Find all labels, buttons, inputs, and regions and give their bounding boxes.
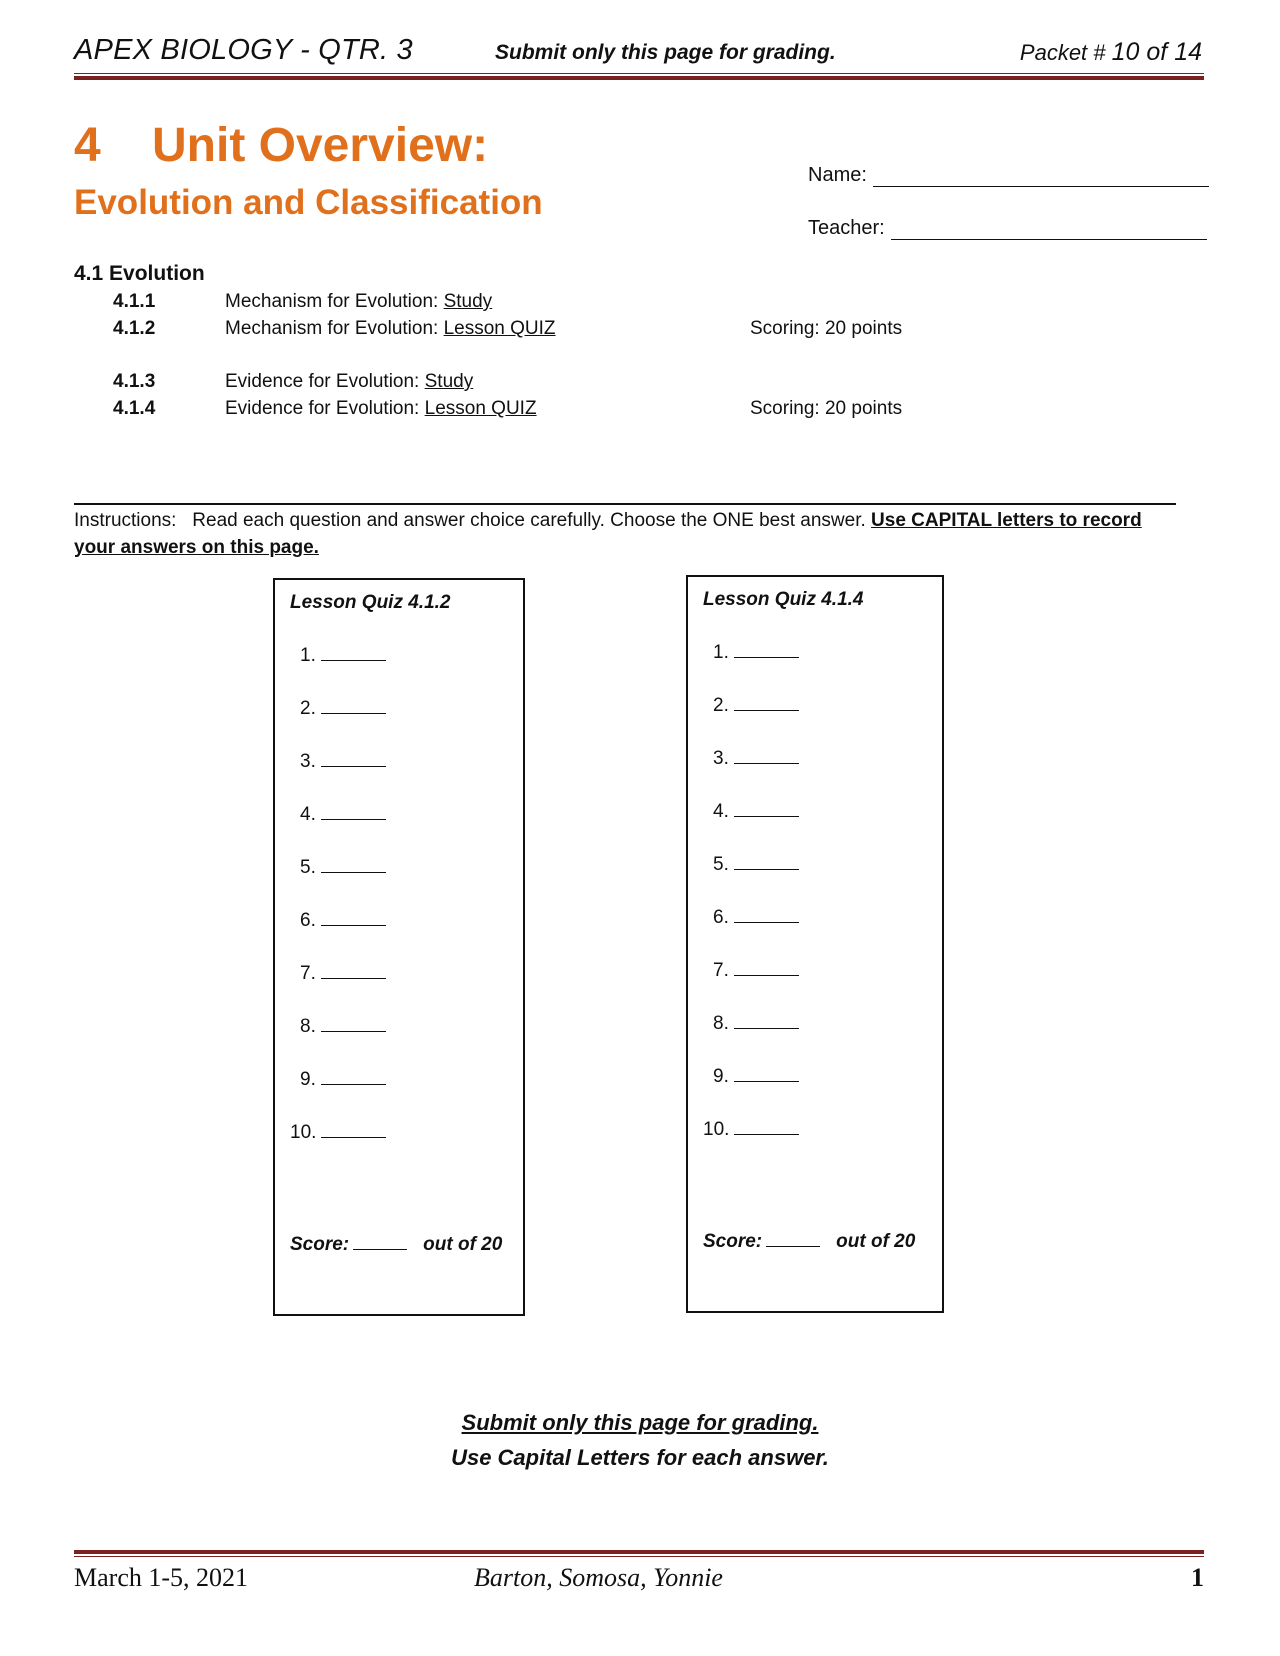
unit-number: 4 xyxy=(74,119,101,172)
item-text: Mechanism for Evolution: xyxy=(225,318,444,339)
name-field[interactable] xyxy=(808,164,1209,187)
answer-line[interactable]: 6. xyxy=(300,908,386,932)
footer-date: March 1-5, 2021 xyxy=(74,1563,249,1592)
footer-rule-top xyxy=(74,1550,1204,1554)
submit-note: Submit only this page for grading. xyxy=(461,1410,819,1435)
answer-line[interactable]: 7. xyxy=(713,958,799,982)
item-link-study[interactable]: Study xyxy=(443,291,493,312)
answer-line[interactable]: 7. xyxy=(300,961,386,985)
answer-line[interactable]: 6. xyxy=(713,905,799,929)
capital-letters-note: Use Capital Letters for each answer. xyxy=(451,1445,829,1470)
teacher-field[interactable] xyxy=(808,217,1207,240)
answer-line[interactable]: 8. xyxy=(713,1011,799,1035)
item-link-study[interactable]: Study xyxy=(424,371,474,392)
quiz-score[interactable]: Score: out of 20 xyxy=(290,1234,503,1255)
answer-line[interactable]: 2. xyxy=(713,693,799,717)
answer-line[interactable]: 9. xyxy=(300,1067,386,1091)
packet-indicator xyxy=(1020,38,1202,67)
item-description xyxy=(225,398,537,420)
answer-line[interactable]: 2. xyxy=(300,696,386,720)
item-text: Evidence for Evolution: xyxy=(225,371,425,392)
item-code: 4.1.2 xyxy=(113,318,156,339)
page-number: 1 xyxy=(1191,1563,1204,1592)
answer-line[interactable]: 10. xyxy=(703,1117,799,1141)
item-scoring: Scoring: 20 points xyxy=(750,398,903,419)
header-submit-note: Submit only this page for grading. xyxy=(495,41,836,64)
quiz-title: Lesson Quiz 4.1.4 xyxy=(703,589,864,610)
page-title: Unit Overview: xyxy=(152,119,489,172)
teacher-label: Teacher: xyxy=(808,217,885,239)
answer-line[interactable]: 3. xyxy=(713,746,799,770)
page-subtitle: Evolution and Classification xyxy=(74,183,543,222)
name-line[interactable] xyxy=(873,166,1209,187)
answer-line[interactable]: 1. xyxy=(300,643,386,667)
answer-line[interactable]: 4. xyxy=(713,799,799,823)
answer-line[interactable]: 5. xyxy=(300,855,386,879)
item-description xyxy=(225,318,556,340)
instructions-emphasis: Use CAPITAL letters to record your answers on this page. xyxy=(74,510,1142,558)
packet-number: 10 of 14 xyxy=(1111,38,1202,66)
item-description xyxy=(225,371,473,393)
item-text: Mechanism for Evolution: xyxy=(225,291,444,312)
answer-line[interactable]: 9. xyxy=(713,1064,799,1088)
item-link-quiz[interactable]: Lesson QUIZ xyxy=(424,398,537,419)
item-code: 4.1.1 xyxy=(113,291,156,312)
item-link-quiz[interactable]: Lesson QUIZ xyxy=(443,318,556,339)
answer-line[interactable]: 1. xyxy=(713,640,799,664)
item-text: Evidence for Evolution: xyxy=(225,398,425,419)
name-label: Name: xyxy=(808,164,867,186)
instructions-rule xyxy=(74,503,1176,505)
header-rule-top xyxy=(74,73,1204,74)
quiz-box-4-1-4 xyxy=(686,575,944,1313)
instructions-label: Instructions: xyxy=(74,510,177,531)
item-code: 4.1.4 xyxy=(113,398,156,419)
answer-line[interactable]: 10. xyxy=(290,1120,386,1144)
item-code: 4.1.3 xyxy=(113,371,156,392)
instructions xyxy=(74,507,1184,561)
footer-authors: Barton, Somosa, Yonnie xyxy=(474,1563,723,1592)
answer-line[interactable]: 4. xyxy=(300,802,386,826)
item-description xyxy=(225,291,492,313)
footer-rule-bottom xyxy=(74,1556,1204,1557)
course-title: APEX BIOLOGY - QTR. 3 xyxy=(74,34,413,66)
quiz-box-4-1-2 xyxy=(273,578,525,1316)
answer-line[interactable]: 3. xyxy=(300,749,386,773)
section-heading: 4.1 Evolution xyxy=(74,262,205,285)
quiz-title: Lesson Quiz 4.1.2 xyxy=(290,592,451,613)
item-scoring: Scoring: 20 points xyxy=(750,318,903,339)
header-rule-bottom xyxy=(74,76,1204,80)
answer-line[interactable]: 5. xyxy=(713,852,799,876)
instructions-text: Read each question and answer choice carefully. Choose the ONE best answer. xyxy=(192,510,866,531)
quiz-score[interactable]: Score: out of 20 xyxy=(703,1231,916,1252)
packet-prefix: Packet # xyxy=(1019,40,1106,65)
teacher-line[interactable] xyxy=(891,219,1207,240)
answer-line[interactable]: 8. xyxy=(300,1014,386,1038)
